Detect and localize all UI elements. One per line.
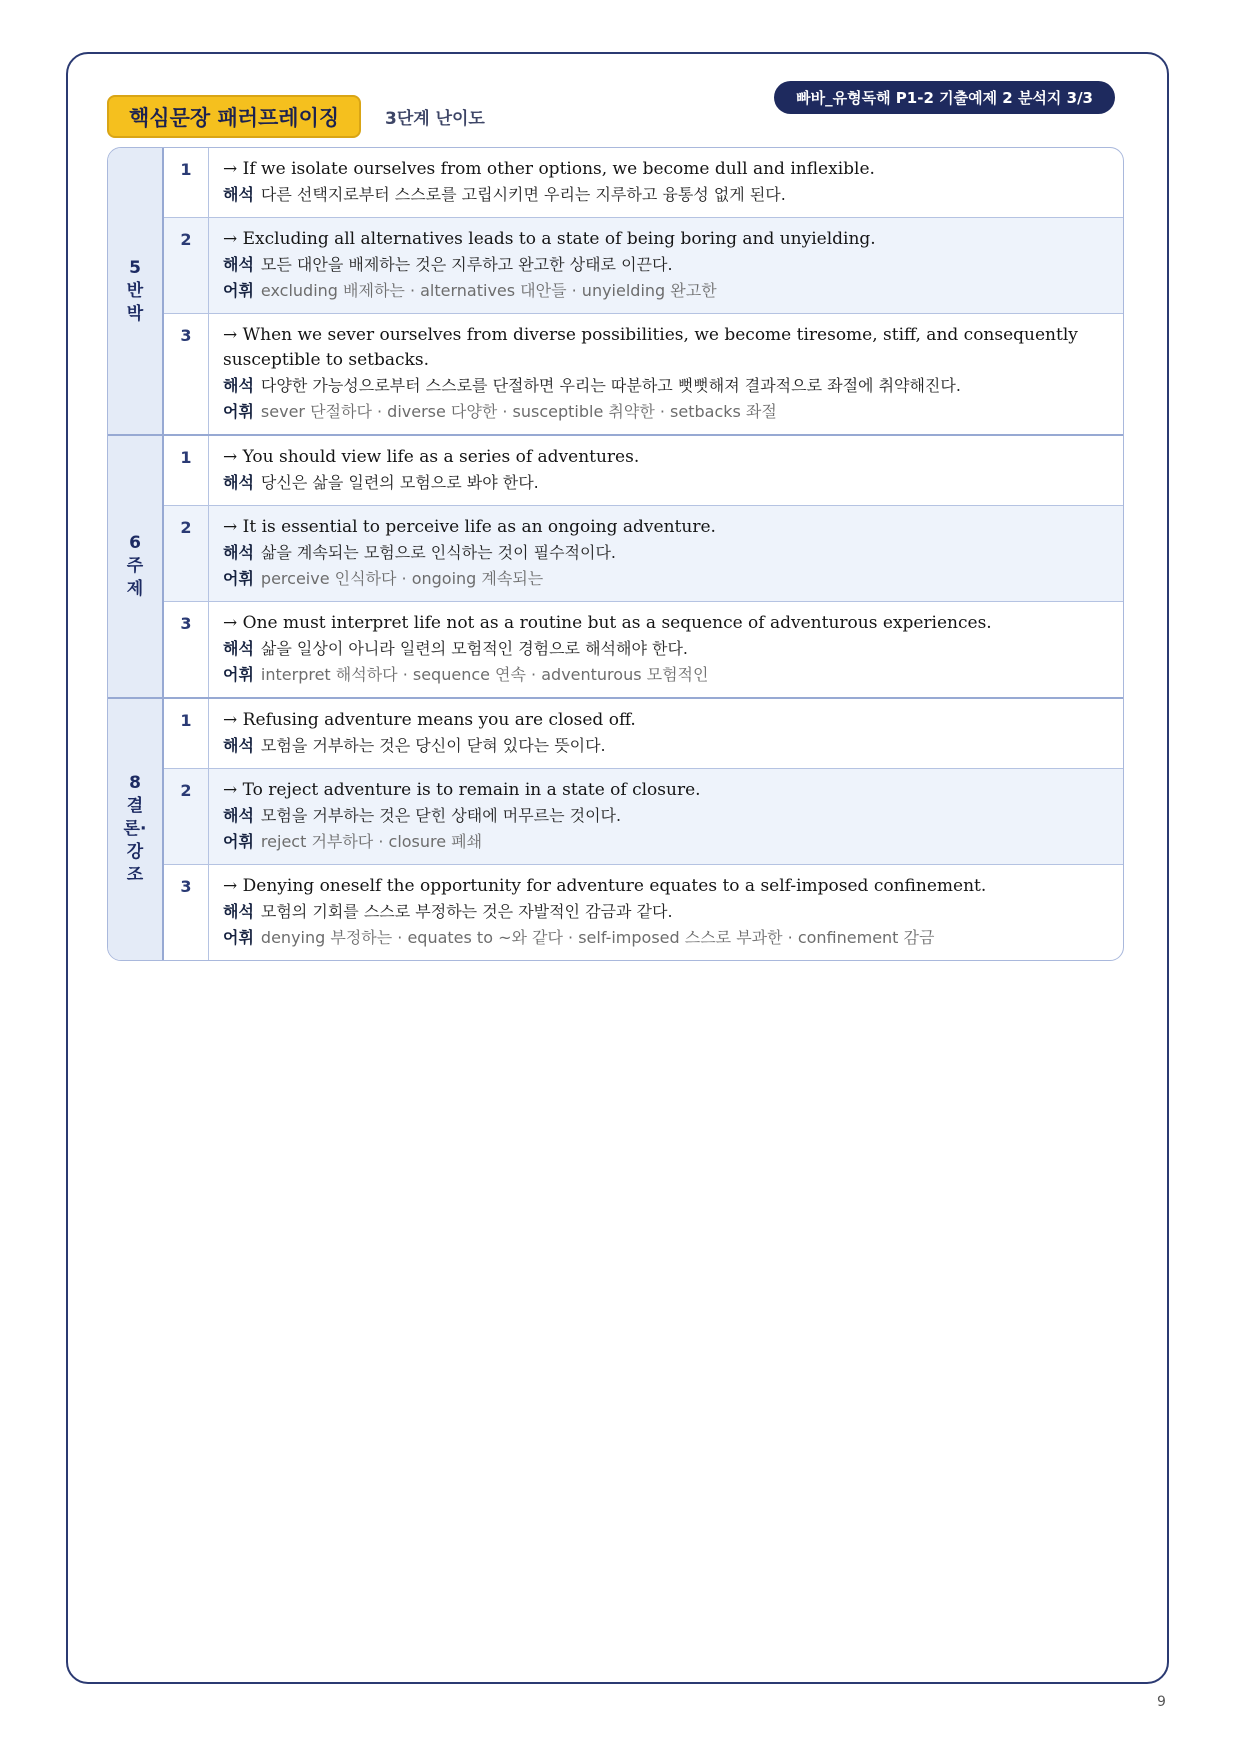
english-sentence: → Excluding all alternatives leads to a state of being boring and unyielding. (223, 229, 876, 249)
difficulty-level: 3단계 난이도 (385, 109, 485, 129)
paragraph-label-line: 론· (123, 819, 147, 839)
english-sentence: → When we sever ourselves from diverse possibilities, we become tiresome, stiff, and consequently susceptible to setbacks. (223, 325, 1078, 370)
row-content (209, 436, 1123, 505)
translation-tag: 해석 (223, 806, 254, 825)
translation-tag: 해석 (223, 255, 254, 274)
translation-tag: 해석 (223, 902, 254, 921)
translation-line (223, 373, 1109, 399)
translation-line (223, 803, 1109, 829)
paragraph-label-line: 6 (129, 533, 141, 553)
translation-text: 다른 선택지로부터 스스로를 고립시키면 우리는 지루하고 융통성 없게 된다. (260, 185, 786, 204)
row-number: 3 (164, 314, 209, 434)
paragraph-label-line: 5 (129, 257, 141, 278)
row-content (209, 865, 1123, 960)
row-number: 1 (164, 699, 209, 768)
vocab-tag: 어휘 (223, 665, 254, 684)
english-sentence: → It is essential to perceive life as an ongoing adventure. (223, 517, 716, 537)
row-number: 3 (164, 602, 209, 697)
paragraph-group (108, 436, 1123, 699)
vocab-text: reject 거부하다 · closure 폐쇄 (260, 832, 483, 851)
translation-line (223, 899, 1109, 925)
translation-text: 모든 대안을 배제하는 것은 지루하고 완고한 상태로 이끈다. (260, 255, 673, 274)
vocab-tag: 어휘 (223, 928, 254, 947)
row-number: 3 (164, 865, 209, 960)
row-content (209, 148, 1123, 217)
paragraph-label (108, 699, 164, 960)
vocab-line (223, 399, 1109, 425)
translation-tag: 해석 (223, 543, 254, 562)
paraphrase-row (164, 314, 1123, 434)
paragraph-label-line: 강 (126, 842, 144, 862)
row-number: 1 (164, 148, 209, 217)
row-content (209, 699, 1123, 768)
translation-line (223, 182, 1109, 208)
translation-text: 모험을 거부하는 것은 당신이 닫혀 있다는 뜻이다. (260, 736, 606, 755)
translation-line (223, 733, 1109, 759)
page-number: 9 (1157, 1694, 1166, 1710)
vocab-text: interpret 해석하다 · sequence 연속 · adventurous 모험적인 (260, 665, 709, 684)
row-content (209, 314, 1123, 434)
vocab-text: denying 부정하는 · equates to ~와 같다 · self-imposed 스스로 부과한 · confinement 감금 (260, 928, 935, 947)
paraphrase-row (164, 218, 1123, 314)
paragraph-group (108, 699, 1123, 960)
translation-tag: 해석 (223, 185, 254, 204)
vocab-line (223, 278, 1109, 304)
row-content (209, 769, 1123, 864)
paragraph-label-line: 조 (126, 865, 144, 885)
paragraph-label-line: 반 (126, 280, 144, 301)
paragraph-label-line: 결 (126, 796, 144, 816)
translation-text: 모험의 기회를 스스로 부정하는 것은 자발적인 감금과 같다. (260, 902, 673, 921)
paragraph-label (108, 148, 164, 434)
paragraph-label-line: 박 (126, 303, 144, 324)
translation-line (223, 540, 1109, 566)
translation-line (223, 470, 1109, 496)
translation-text: 당신은 삶을 일련의 모험으로 봐야 한다. (260, 473, 539, 492)
row-number: 2 (164, 769, 209, 864)
row-number: 1 (164, 436, 209, 505)
vocab-text: perceive 인식하다 · ongoing 계속되는 (260, 569, 544, 588)
paraphrase-row (164, 602, 1123, 697)
english-sentence: → If we isolate ourselves from other options, we become dull and inflexible. (223, 159, 875, 179)
section-title-badge: 핵심문장 패러프레이징 (107, 95, 361, 138)
paragraph-label-line: 주 (126, 556, 144, 576)
translation-line (223, 636, 1109, 662)
vocab-tag: 어휘 (223, 281, 254, 300)
translation-line (223, 252, 1109, 278)
english-sentence: → Refusing adventure means you are closed off. (223, 710, 636, 730)
english-sentence: → You should view life as a series of adventures. (223, 447, 640, 467)
vocab-line (223, 925, 1109, 951)
translation-text: 삶을 계속되는 모험으로 인식하는 것이 필수적이다. (260, 543, 617, 562)
vocab-text: sever 단절하다 · diverse 다양한 · susceptible 취약한 · setbacks 좌절 (260, 402, 777, 421)
vocab-tag: 어휘 (223, 569, 254, 588)
translation-tag: 해석 (223, 376, 254, 395)
vocab-text: excluding 배제하는 · alternatives 대안들 · unyielding 완고한 (260, 281, 717, 300)
document-label-pill: 빠바_유형독해 P1-2 기출예제 2 분석지 3/3 (774, 81, 1115, 114)
english-sentence: → One must interpret life not as a routine but as a sequence of adventurous experiences. (223, 613, 992, 633)
paraphrase-row (164, 865, 1123, 960)
translation-text: 모험을 거부하는 것은 닫힌 상태에 머무르는 것이다. (260, 806, 622, 825)
row-content (209, 506, 1123, 601)
row-number: 2 (164, 218, 209, 313)
row-content (209, 218, 1123, 313)
english-sentence: → Denying oneself the opportunity for adventure equates to a self-imposed confinement. (223, 876, 987, 896)
vocab-line (223, 662, 1109, 688)
paraphrase-row (164, 699, 1123, 769)
paragraph-label-line: 8 (129, 773, 141, 793)
paraphrase-table (107, 147, 1124, 961)
paraphrase-row (164, 506, 1123, 602)
vocab-tag: 어휘 (223, 832, 254, 851)
paragraph-label-line: 제 (126, 579, 144, 599)
english-sentence: → To reject adventure is to remain in a state of closure. (223, 780, 701, 800)
paraphrase-row (164, 148, 1123, 218)
translation-tag: 해석 (223, 639, 254, 658)
paraphrase-row (164, 436, 1123, 506)
translation-tag: 해석 (223, 736, 254, 755)
paraphrase-row (164, 769, 1123, 865)
row-number: 2 (164, 506, 209, 601)
vocab-tag: 어휘 (223, 402, 254, 421)
vocab-line (223, 566, 1109, 592)
paragraph-group (108, 148, 1123, 436)
translation-text: 다양한 가능성으로부터 스스로를 단절하면 우리는 따분하고 뻣뻣해져 결과적으로 좌절에 취약해진다. (260, 376, 961, 395)
vocab-line (223, 829, 1109, 855)
translation-tag: 해석 (223, 473, 254, 492)
row-content (209, 602, 1123, 697)
translation-text: 삶을 일상이 아니라 일련의 모험적인 경험으로 해석해야 한다. (260, 639, 689, 658)
paragraph-label (108, 436, 164, 697)
